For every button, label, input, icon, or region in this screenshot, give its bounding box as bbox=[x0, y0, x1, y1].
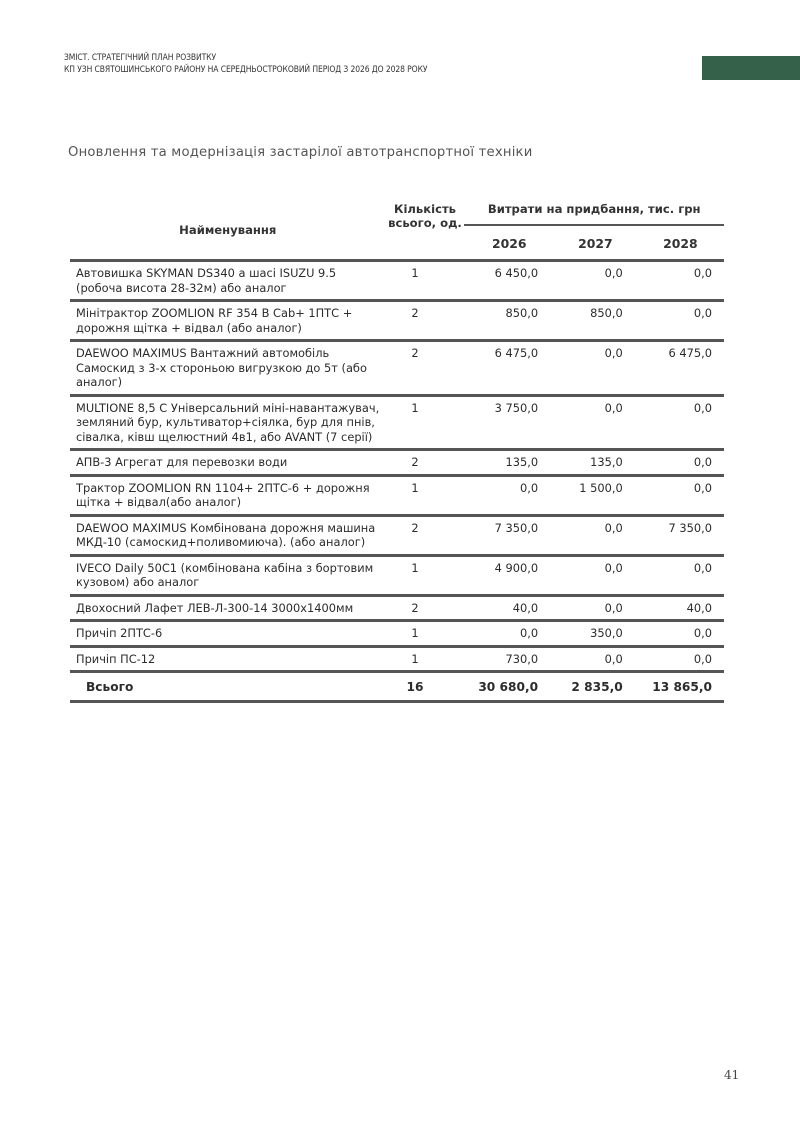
table-row bbox=[70, 621, 724, 647]
column-header-qty: Кількість всього, од. bbox=[386, 196, 465, 261]
cell-qty: 2 bbox=[386, 341, 465, 396]
cell-qty: 1 bbox=[386, 261, 465, 301]
cell-2027: 0,0 bbox=[554, 555, 637, 595]
cell-qty: 2 bbox=[386, 450, 465, 476]
cell-2026: 850,0 bbox=[464, 301, 554, 341]
column-header-name: Найменування bbox=[70, 196, 386, 261]
cell-2028: 0,0 bbox=[637, 395, 724, 450]
cell-2027: 850,0 bbox=[554, 301, 637, 341]
cell-name: DAEWOO MAXIMUS Комбінована дорожня машина МКД-10 (самоскид+поливомиюча). (або аналог) bbox=[70, 515, 386, 555]
table-row bbox=[70, 450, 724, 476]
cell-2028: 40,0 bbox=[637, 595, 724, 621]
cell-2026: 0,0 bbox=[464, 475, 554, 515]
total-label: Всього bbox=[70, 672, 386, 702]
cell-qty: 1 bbox=[386, 475, 465, 515]
cell-2028: 0,0 bbox=[637, 555, 724, 595]
cell-2028: 0,0 bbox=[637, 646, 724, 672]
cell-qty: 2 bbox=[386, 595, 465, 621]
cell-2028: 0,0 bbox=[637, 301, 724, 341]
table-row bbox=[70, 475, 724, 515]
column-header-2028: 2028 bbox=[637, 225, 724, 261]
cell-2027: 0,0 bbox=[554, 595, 637, 621]
cell-name: Автовишка SKYMAN DS340 а шасі ISUZU 9.5 (робоча висота 28-32м) або аналог bbox=[70, 261, 386, 301]
cell-name: Трактор ZOOMLION RN 1104+ 2ПТС-6 + дорожня щітка + відвал(або аналог) bbox=[70, 475, 386, 515]
table-row bbox=[70, 341, 724, 396]
cell-name: Причіп 2ПТС-6 bbox=[70, 621, 386, 647]
cell-name: Двохосний Лафет ЛЕВ-Л-300-14 3000х1400мм bbox=[70, 595, 386, 621]
header-line-1: ЗМІСТ. СТРАТЕГІЧНИЙ ПЛАН РОЗВИТКУ bbox=[64, 52, 217, 63]
cell-2027: 0,0 bbox=[554, 341, 637, 396]
cell-2028: 7 350,0 bbox=[637, 515, 724, 555]
cell-2028: 0,0 bbox=[637, 261, 724, 301]
cell-2026: 6 475,0 bbox=[464, 341, 554, 396]
cell-name: АПВ-3 Агрегат для перевозки води bbox=[70, 450, 386, 476]
cell-2026: 7 350,0 bbox=[464, 515, 554, 555]
total-2026: 30 680,0 bbox=[464, 672, 554, 702]
cell-2026: 4 900,0 bbox=[464, 555, 554, 595]
section-title: Оновлення та модернізація застарілої автотранспортної техніки bbox=[68, 145, 533, 160]
column-header-costs: Витрати на придбання, тис. грн bbox=[487, 202, 701, 216]
table-row bbox=[70, 646, 724, 672]
cell-2027: 350,0 bbox=[554, 621, 637, 647]
cell-2026: 730,0 bbox=[464, 646, 554, 672]
header-accent-bar bbox=[702, 56, 800, 80]
total-qty: 16 bbox=[386, 672, 465, 702]
cell-2026: 3 750,0 bbox=[464, 395, 554, 450]
cell-2026: 40,0 bbox=[464, 595, 554, 621]
column-header-2026: 2026 bbox=[464, 225, 554, 261]
cell-name: MULTIONE 8,5 С Універсальний міні-навантажувач, земляний бур, культиватор+сіялка, бур для пнів, сівалка, ківш щелюстний 4в1, або AVANT (7 серії) bbox=[70, 395, 386, 450]
table-row bbox=[70, 555, 724, 595]
table-row bbox=[70, 301, 724, 341]
cell-qty: 1 bbox=[386, 621, 465, 647]
cell-qty: 2 bbox=[386, 301, 465, 341]
cell-qty: 2 bbox=[386, 515, 465, 555]
total-2027: 2 835,0 bbox=[554, 672, 637, 702]
cell-2027: 135,0 bbox=[554, 450, 637, 476]
table-row bbox=[70, 395, 724, 450]
document-header bbox=[64, 52, 427, 75]
cell-2027: 1 500,0 bbox=[554, 475, 637, 515]
total-2028: 13 865,0 bbox=[637, 672, 724, 702]
cell-name: Причіп ПС-12 bbox=[70, 646, 386, 672]
cell-name: IVECO Daily 50C1 (комбінована кабіна з бортовим кузовом) або аналог bbox=[70, 555, 386, 595]
vehicle-procurement-table bbox=[70, 196, 724, 703]
cell-2027: 0,0 bbox=[554, 515, 637, 555]
cell-2028: 6 475,0 bbox=[637, 341, 724, 396]
cell-qty: 1 bbox=[386, 555, 465, 595]
cell-2026: 135,0 bbox=[464, 450, 554, 476]
cell-2028: 0,0 bbox=[637, 475, 724, 515]
cell-2028: 0,0 bbox=[637, 450, 724, 476]
cell-2027: 0,0 bbox=[554, 646, 637, 672]
cell-2028: 0,0 bbox=[637, 621, 724, 647]
table-row bbox=[70, 595, 724, 621]
cell-2027: 0,0 bbox=[554, 261, 637, 301]
cell-qty: 1 bbox=[386, 646, 465, 672]
total-row bbox=[70, 672, 724, 702]
cell-2027: 0,0 bbox=[554, 395, 637, 450]
column-header-2027: 2027 bbox=[554, 225, 637, 261]
cell-qty: 1 bbox=[386, 395, 465, 450]
table-row bbox=[70, 515, 724, 555]
table-row bbox=[70, 261, 724, 301]
cell-name: Мінітрактор ZOOMLION RF 354 B Cab+ 1ПТС + дорожня щітка + відвал (або аналог) bbox=[70, 301, 386, 341]
cell-name: DAEWOO MAXIMUS Вантажний автомобіль Самоскид з 3-х стороньою вигрузкою до 5т (або аналог) bbox=[70, 341, 386, 396]
header-line-2: КП УЗН СВЯТОШИНСЬКОГО РАЙОНУ НА СЕРЕДНЬОСТРОКОВИЙ ПЕРІОД З 2026 ДО 2028 РОКУ bbox=[64, 63, 428, 75]
cell-2026: 0,0 bbox=[464, 621, 554, 647]
cell-2026: 6 450,0 bbox=[464, 261, 554, 301]
page-number: 41 bbox=[724, 1068, 740, 1082]
